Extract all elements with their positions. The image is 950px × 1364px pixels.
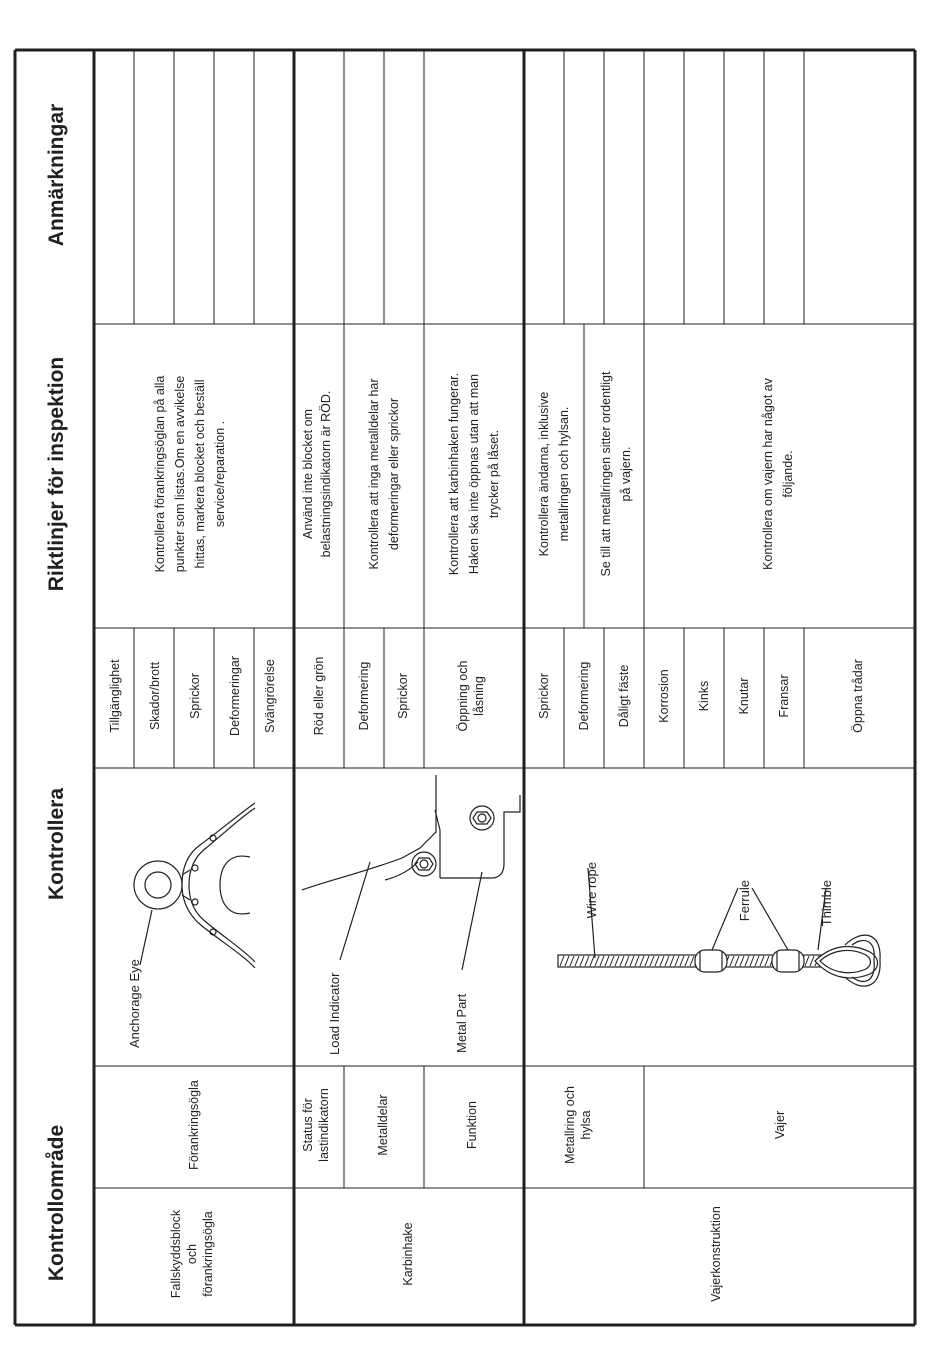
wire-guideline-3-line-1: Kontrollera om vajern har något av <box>761 378 775 570</box>
wire-check-3: Dåligt fäste <box>617 664 631 728</box>
anchorage-eye-illustration <box>134 803 255 968</box>
wire-check-6: Knutar <box>737 677 751 715</box>
carabiner-sub-area-1 <box>301 1088 331 1162</box>
wire-check-2: Deformering <box>577 661 591 731</box>
wire-check-7: Fransar <box>777 674 791 718</box>
thimble-label: Thimble <box>819 880 834 927</box>
header-area: Kontrollområde <box>45 1124 68 1282</box>
carabiner-guideline-1-line-1: Använd inte blocket om <box>301 409 315 539</box>
carabiner-sub-area-3: Funktion <box>465 1101 479 1149</box>
header-check: Kontrollera <box>45 787 68 901</box>
wire-sub-area-1-line-2: hylsa <box>579 1110 593 1140</box>
carabiner-guideline-2 <box>367 378 401 569</box>
ferrule-label: Ferrule <box>737 880 752 922</box>
carabiner-guideline-3-line-3: trycker på låset. <box>487 429 501 519</box>
wire-guideline-2-line-1: Se till att metallringen sitter ordentligt <box>599 371 613 577</box>
carabiner-check-1: Röd eller grön <box>312 656 326 736</box>
carabiner-guideline-2-line-1: Kontrollera att inga metalldelar har <box>367 378 381 570</box>
wire-guideline-1 <box>537 392 571 557</box>
block-check-3: Sprickor <box>188 673 202 719</box>
wire-guideline-3-line-2: följande. <box>781 450 795 498</box>
wire-check-5: Kinks <box>697 680 711 712</box>
carabiner-sub-area-1-line-1: Status för <box>301 1098 315 1152</box>
block-area-line-3: förankringsögla <box>201 1211 215 1297</box>
wire-sub-area-1-line-1: Metallring och <box>563 1086 577 1164</box>
section-block <box>108 376 277 1298</box>
wire-check-8: Öppna trådar <box>851 659 865 733</box>
carabiner-guideline-1-line-2: belastningsindikatorn är RÖD. <box>319 390 333 558</box>
wire-guideline-1-line-2: metallringen och hylsan. <box>557 406 571 542</box>
carabiner-check-4-line-2: låsning <box>472 676 486 716</box>
carabiner-illustration <box>302 775 520 970</box>
carabiner-guideline-3-line-2: Haken ska inte öppnas utan att man <box>467 373 481 575</box>
block-guideline-line-1: Kontrollera förankringsöglan på alla <box>153 375 167 573</box>
carabiner-check-4 <box>456 661 486 732</box>
block-area <box>169 1209 215 1298</box>
metal-part-label: Metal Part <box>454 993 469 1053</box>
carabiner-guideline-3-line-1: Kontrollera att karbinhaken fungerar. <box>447 372 461 576</box>
header-row <box>45 104 68 1281</box>
carabiner-sub-area-2: Metalldelar <box>376 1094 390 1156</box>
carabiner-area: Karbinhake <box>401 1222 415 1286</box>
wire-check-1: Sprickor <box>537 673 551 719</box>
wire-guideline-2-line-2: på vajern. <box>619 446 633 502</box>
block-area-line-2: och <box>185 1243 199 1265</box>
wire-sub-area-2: Vajer <box>773 1110 787 1140</box>
anchorage-eye-label: Anchorage Eye <box>127 959 142 1048</box>
wire-sub-area-1 <box>563 1086 593 1164</box>
carabiner-guideline-1 <box>301 391 333 558</box>
block-guideline-line-3: hittas, markera blocket och beställ <box>193 379 207 569</box>
carabiner-sub-area-1-line-2: lastindikatorn <box>317 1088 331 1162</box>
wire-guideline-2 <box>599 371 633 576</box>
section-wire <box>537 371 880 1302</box>
carabiner-guideline-2-line-2: deformeringar eller sprickor <box>387 397 401 551</box>
block-guideline-line-4: service/reparation . <box>213 420 227 528</box>
block-guideline <box>153 376 227 573</box>
carabiner-check-2: Deformering <box>357 661 371 731</box>
wire-guideline-1-line-1: Kontrollera ändarna, inklusive <box>537 391 551 557</box>
carabiner-check-4-line-1: Öppning och <box>456 660 470 732</box>
carabiner-check-3: Sprickor <box>396 673 410 719</box>
wire-check-4: Korrosion <box>657 669 671 723</box>
wire-area: Vajerkonstruktion <box>709 1206 723 1302</box>
block-guideline-line-2: punkter som listas.Om en avvikelse <box>173 375 187 573</box>
block-sub-area: Förankringsögla <box>187 1080 201 1170</box>
load-indicator-label: Load Indicator <box>327 972 342 1055</box>
block-check-2: Skador/brott <box>148 661 162 731</box>
block-check-5: Svängrörelse <box>263 659 277 733</box>
block-check-4: Deformeringar <box>228 656 242 736</box>
wire-rope-label: Wire rope <box>584 862 599 919</box>
section-carabiner <box>301 373 520 1286</box>
block-area-line-1: Fallskyddsblock <box>169 1209 183 1299</box>
carabiner-guideline-3 <box>447 373 501 575</box>
header-guidelines: Riktlinjer för inspektion <box>45 356 68 592</box>
block-check-1: Tillgänglighet <box>108 659 122 733</box>
wire-guideline-3 <box>761 377 795 570</box>
header-remarks: Anmärkningar <box>45 103 68 247</box>
